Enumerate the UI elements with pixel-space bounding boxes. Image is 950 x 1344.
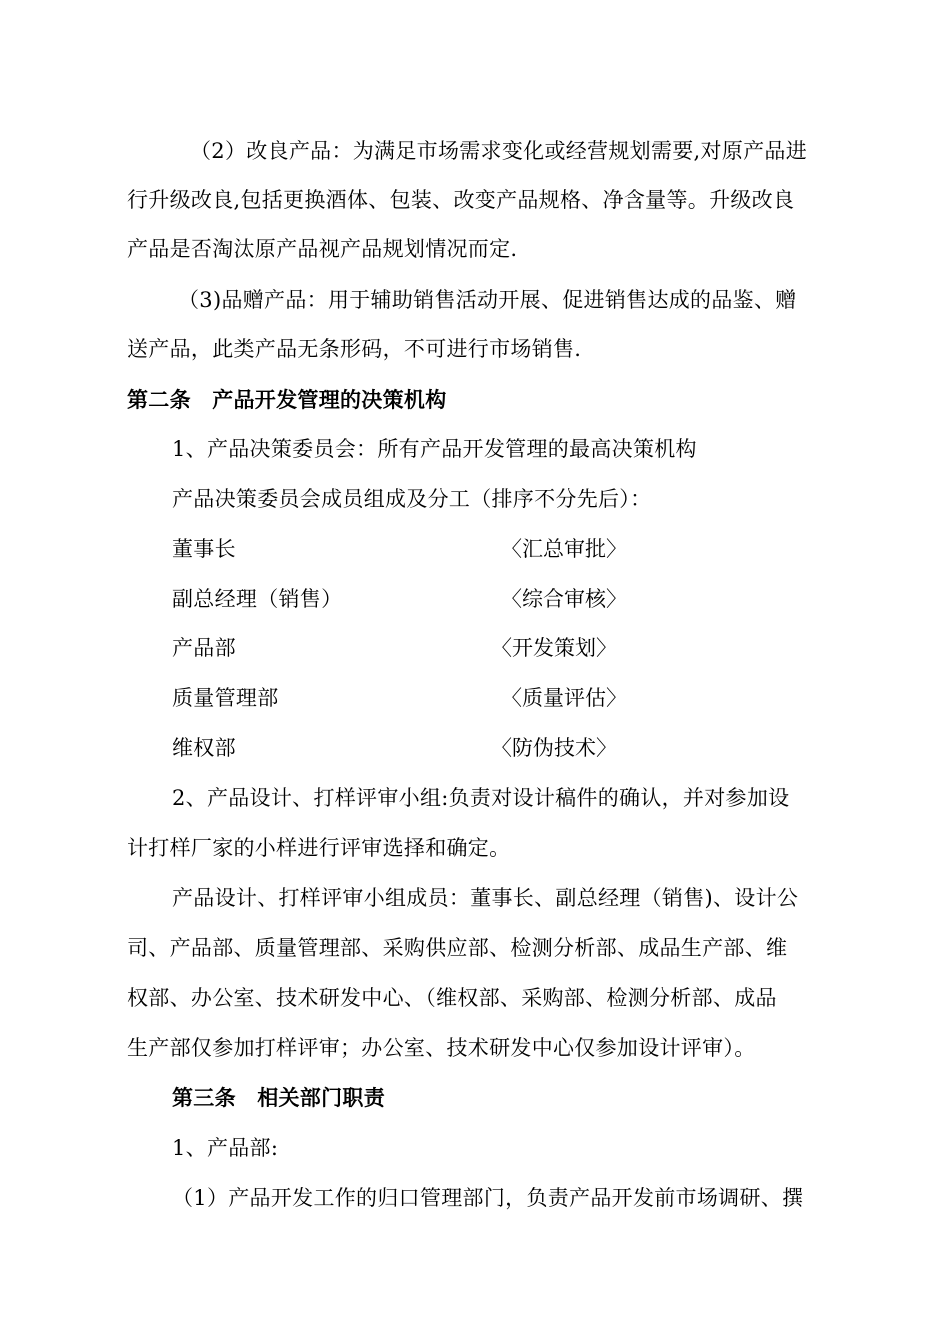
committee-members-intro: 产品决策委员会成员组成及分工（排序不分先后）： bbox=[172, 487, 652, 511]
member-role-chairman: 〈汇总审批〉 bbox=[501, 537, 627, 561]
paragraph-review-group-line-2: 计打样厂家的小样进行评审选择和确定。 bbox=[127, 836, 511, 860]
article-3-title: 第三条 相关部门职责 bbox=[172, 1085, 385, 1110]
member-role-vice-gm: 〈综合审核〉 bbox=[501, 587, 627, 611]
paragraph-improved-product-line-3: 产品是否淘汰原产品视产品规划情况而定. bbox=[127, 237, 518, 261]
member-role-rights-dept: 〈防伪技术〉 bbox=[491, 736, 617, 760]
member-name-product-dept: 产品部 bbox=[172, 636, 236, 660]
paragraph-improved-product-line-2: 行升级改良,包括更换酒体、包装、改变产品规格、净含量等。升级改良 bbox=[127, 188, 795, 212]
dept-product-heading: 1、产品部: bbox=[172, 1136, 279, 1160]
paragraph-product-dept-duty: （1）产品开发工作的归口管理部门，负责产品开发前市场调研、撰 bbox=[172, 1186, 804, 1210]
member-name-vice-gm: 副总经理（销售） bbox=[172, 587, 343, 611]
paragraph-review-members-line-1: 产品设计、打样评审小组成员：董事长、副总经理（销售)、设计公 bbox=[172, 886, 799, 910]
paragraph-improved-product-line-1: （2）改良产品：为满足市场需求变化或经营规划需要,对原产品进 bbox=[190, 139, 808, 163]
member-name-rights-dept: 维权部 bbox=[172, 736, 236, 760]
article-2-title: 第二条 产品开发管理的决策机构 bbox=[127, 387, 447, 412]
member-role-product-dept: 〈开发策划〉 bbox=[491, 636, 617, 660]
paragraph-review-members-line-2: 司、产品部、质量管理部、采购供应部、检测分析部、成品生产部、维 bbox=[127, 936, 788, 960]
paragraph-review-members-line-3: 权部、办公室、技术研发中心、（维权部、采购部、检测分析部、成品 bbox=[127, 986, 777, 1010]
paragraph-review-group-line-1: 2、产品设计、打样评审小组:负责对设计稿件的确认，并对参加设 bbox=[172, 786, 790, 810]
member-name-chairman: 董事长 bbox=[172, 537, 236, 561]
member-name-quality-dept: 质量管理部 bbox=[172, 686, 279, 710]
paragraph-review-members-line-4: 生产部仅参加打样评审；办公室、技术研发中心仅参加设计评审）。 bbox=[127, 1036, 756, 1060]
paragraph-gift-product-line-2: 送产品，此类产品无条形码，不可进行市场销售. bbox=[127, 337, 582, 361]
member-role-quality-dept: 〈质量评估〉 bbox=[501, 686, 627, 710]
committee-intro: 1、产品决策委员会：所有产品开发管理的最高决策机构 bbox=[172, 437, 697, 461]
paragraph-gift-product-line-1: （3)品赠产品：用于辅助销售活动开展、促进销售达成的品鉴、赠 bbox=[178, 288, 797, 312]
